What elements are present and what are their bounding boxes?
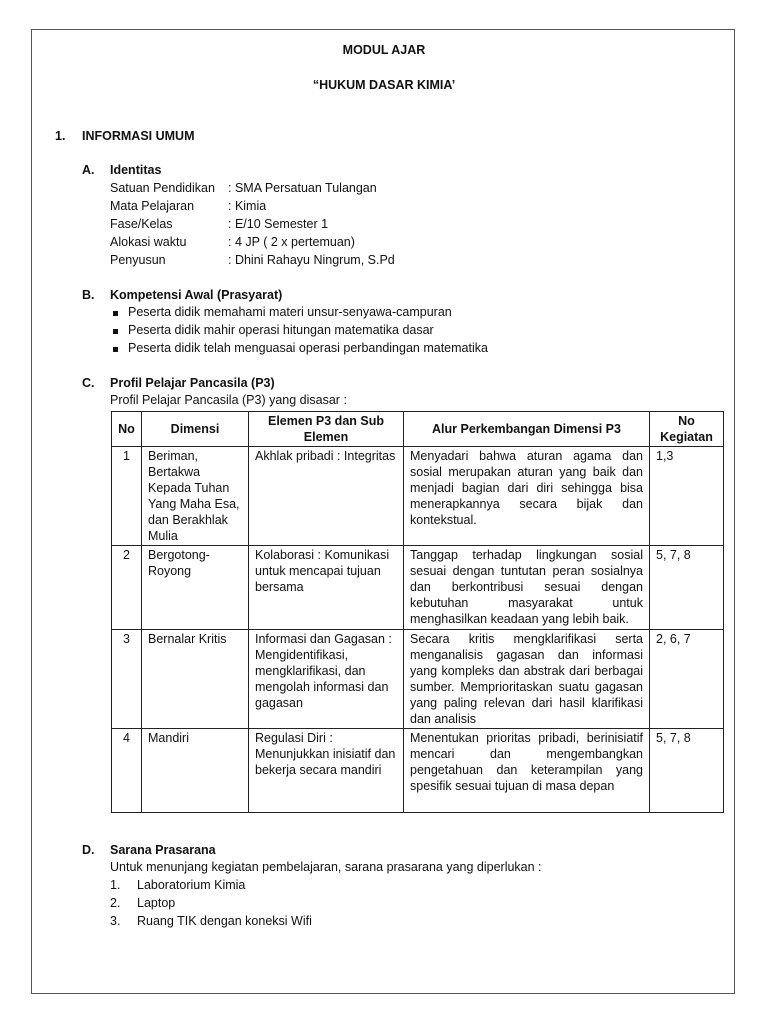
identitas-heading: Identitas <box>110 163 162 177</box>
row-number: 3 <box>112 630 142 729</box>
row-kegiatan: 5, 7, 8 <box>650 729 724 813</box>
column-header: Dimensi <box>142 412 249 447</box>
row-elemen: Informasi dan Gagasan : Mengidentifikasi, mengklarifikasi, dan mengolah informasi dan gagasan <box>249 630 404 729</box>
row-dimensi: Bergotong-Royong <box>142 546 249 630</box>
column-header: No <box>112 412 142 447</box>
bullet-icon <box>113 311 118 316</box>
section-number: 1. <box>55 129 66 143</box>
row-alur: Menyadari bahwa aturan agama dan sosial merupakan aturan yang baik dan menjadi bagian dari diri sehingga bisa menerapkannya secara bijak dan kontekstual. <box>404 447 650 546</box>
row-elemen: Akhlak pribadi : Integritas <box>249 447 404 546</box>
row-dimensi: Beriman, Bertakwa Kepada Tuhan Yang Maha Esa, dan Berakhlak Mulia <box>142 447 249 546</box>
column-header: Alur Perkembangan Dimensi P3 <box>404 412 650 447</box>
list-number: 2. <box>110 896 121 910</box>
identitas-label: Mata Pelajaran <box>110 199 195 213</box>
sarana-item: Laboratorium Kimia <box>137 878 246 892</box>
bullet-icon <box>113 329 118 334</box>
table-row <box>112 447 724 546</box>
kompetensi-item: Peserta didik memahami materi unsur-senyawa-campuran <box>128 305 452 319</box>
subsection-letter: C. <box>82 376 95 390</box>
table-row <box>112 546 724 630</box>
row-dimensi: Mandiri <box>142 729 249 813</box>
row-alur: Menentukan prioritas pribadi, berinisiatif mencari dan mengembangkan pengetahuan dan keterampilan yang spesifik sesuai tujuan di masa depan <box>404 729 650 813</box>
row-alur: Tanggap terhadap lingkungan sosial sesuai dengan tuntutan peran sosialnya dan berkontribusi sesuai dengan kebutuhan masyarakat untuk menghasilkan keadaan yang lebih baik. <box>404 546 650 630</box>
row-kegiatan: 2, 6, 7 <box>650 630 724 729</box>
row-number: 4 <box>112 729 142 813</box>
identitas-value: : Dhini Rahayu Ningrum, S.Pd <box>228 253 395 267</box>
subsection-letter: D. <box>82 843 95 857</box>
identitas-value: : E/10 Semester 1 <box>228 217 329 231</box>
kompetensi-heading: Kompetensi Awal (Prasyarat) <box>110 288 283 302</box>
sarana-intro: Untuk menunjang kegiatan pembelajaran, sarana prasarana yang diperlukan : <box>110 860 542 874</box>
identitas-label: Satuan Pendidikan <box>110 181 215 195</box>
kompetensi-item: Peserta didik mahir operasi hitungan matematika dasar <box>128 323 434 337</box>
identitas-label: Penyusun <box>110 253 166 267</box>
table-row <box>112 729 724 813</box>
row-dimensi: Bernalar Kritis <box>142 630 249 729</box>
identitas-value: : 4 JP ( 2 x pertemuan) <box>228 235 355 249</box>
column-header: No Kegiatan <box>650 412 724 447</box>
identitas-label: Alokasi waktu <box>110 235 187 249</box>
row-kegiatan: 1,3 <box>650 447 724 546</box>
list-number: 3. <box>110 914 121 928</box>
sarana-item: Laptop <box>137 896 176 910</box>
identitas-value: : SMA Persatuan Tulangan <box>228 181 377 195</box>
identitas-value: : Kimia <box>228 199 267 213</box>
document-title: MODUL AJAR <box>342 43 426 57</box>
row-number: 1 <box>112 447 142 546</box>
p3-table <box>111 411 724 813</box>
row-elemen: Regulasi Diri : Menunjukkan inisiatif dan bekerja secara mandiri <box>249 729 404 813</box>
sarana-heading: Sarana Prasarana <box>110 843 216 857</box>
profil-intro: Profil Pelajar Pancasila (P3) yang disasar : <box>110 393 347 407</box>
bullet-icon <box>113 347 118 352</box>
section-heading: INFORMASI UMUM <box>82 129 195 143</box>
list-number: 1. <box>110 878 121 892</box>
row-elemen: Kolaborasi : Komunikasi untuk mencapai tujuan bersama <box>249 546 404 630</box>
subsection-letter: A. <box>82 163 95 177</box>
table-header-row <box>112 412 724 447</box>
row-number: 2 <box>112 546 142 630</box>
column-header: Elemen P3 dan Sub Elemen <box>249 412 404 447</box>
table-row <box>112 630 724 729</box>
row-kegiatan: 5, 7, 8 <box>650 546 724 630</box>
identitas-label: Fase/Kelas <box>110 217 173 231</box>
kompetensi-item: Peserta didik telah menguasai operasi perbandingan matematika <box>128 341 488 355</box>
row-alur: Secara kritis mengklarifikasi serta menganalisis gagasan dan informasi yang kompleks dan abstrak dari berbagai sumber. Memprioritaskan suatu gagasan yang paling relevan dari hasil klarifikasi dan analisis <box>404 630 650 729</box>
sarana-item: Ruang TIK dengan koneksi Wifi <box>137 914 312 928</box>
profil-heading: Profil Pelajar Pancasila (P3) <box>110 376 275 390</box>
subsection-letter: B. <box>82 288 95 302</box>
document-subtitle: “HUKUM DASAR KIMIA’ <box>312 78 456 92</box>
